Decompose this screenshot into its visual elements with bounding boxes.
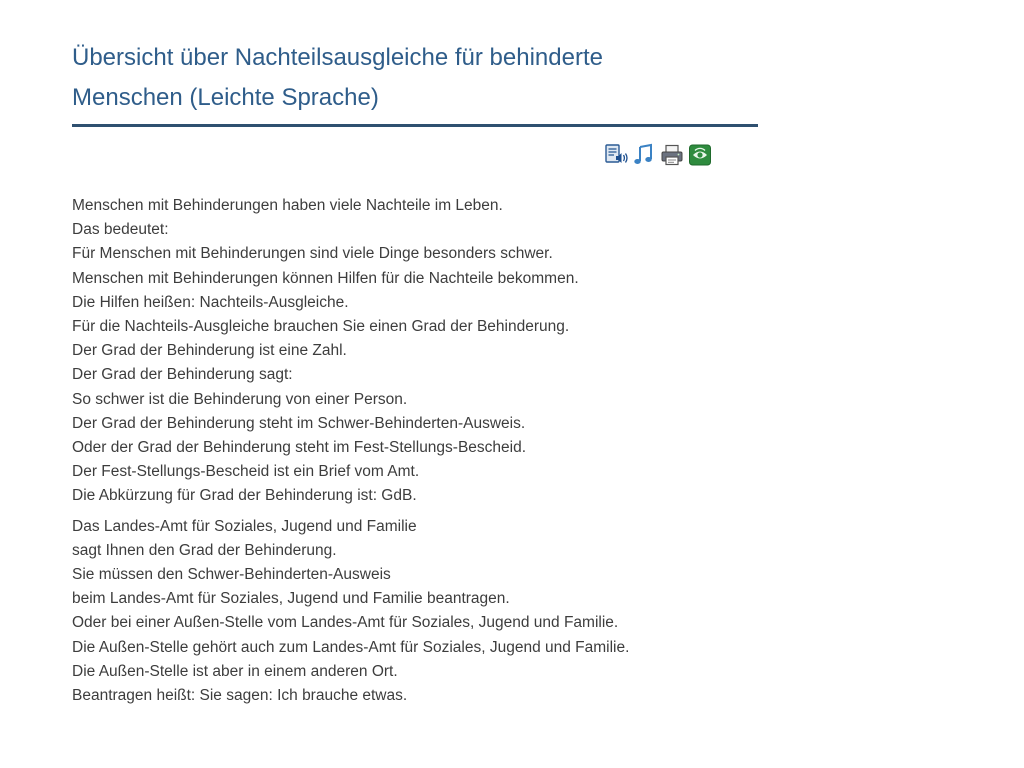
text-line: Für die Nachteils-Ausgleiche brauchen Sie einen Grad der Behinderung. <box>72 318 570 336</box>
text-line: Die Außen-Stelle gehört auch zum Landes-Amt für Soziales, Jugend und Familie. <box>72 638 630 656</box>
easy-language-icon[interactable] <box>688 143 712 167</box>
text-line: So schwer ist die Behinderung von einer Person. <box>72 390 408 408</box>
text-line: Der Grad der Behinderung sagt: <box>72 366 293 384</box>
text-line: beim Landes-Amt für Soziales, Jugend und Familie beantragen. <box>72 590 510 608</box>
text-line: Sie müssen den Schwer-Behinderten-Ausweis <box>72 566 391 584</box>
page-tools-toolbar <box>604 143 712 167</box>
page-header <box>72 38 758 118</box>
text-line: Die Abkürzung für Grad der Behinderung ist: GdB. <box>72 487 417 505</box>
page-title-line-1: Übersicht über Nachteilsausgleiche für behinderte <box>72 44 603 71</box>
text-line: Für Menschen mit Behinderungen sind viele Dinge besonders schwer. <box>72 245 553 263</box>
read-aloud-icon[interactable] <box>604 143 628 167</box>
text-line: sagt Ihnen den Grad der Behinderung. <box>72 541 337 559</box>
text-line: Menschen mit Behinderungen haben viele Nachteile im Leben. <box>72 197 503 214</box>
text-line: Oder bei einer Außen-Stelle vom Landes-Amt für Soziales, Jugend und Familie. <box>72 614 619 632</box>
main-content <box>72 194 792 708</box>
text-line: Menschen mit Behinderungen können Hilfen für die Nachteile bekommen. <box>72 269 579 287</box>
page-title <box>72 38 758 118</box>
text-line: Der Fest-Stellungs-Bescheid ist ein Brief vom Amt. <box>72 463 420 481</box>
text-line: Der Grad der Behinderung ist eine Zahl. <box>72 342 347 360</box>
title-divider <box>72 124 758 127</box>
page-title-line-2: Menschen (Leichte Sprache) <box>72 84 379 111</box>
text-line: Das Landes-Amt für Soziales, Jugend und Familie <box>72 517 417 535</box>
text-line: Oder der Grad der Behinderung steht im Fest-Stellungs-Bescheid. <box>72 439 527 457</box>
text-line: Die Hilfen heißen: Nachteils-Ausgleiche. <box>72 293 349 311</box>
audio-icon[interactable] <box>632 143 656 167</box>
text-line: Der Grad der Behinderung steht im Schwer-Behinderten-Ausweis. <box>72 414 526 432</box>
text-line: Die Außen-Stelle ist aber in einem anderen Ort. <box>72 662 398 680</box>
text-line: Das bedeutet: <box>72 221 169 239</box>
content-paragraph-2 <box>72 515 792 709</box>
content-paragraph-1 <box>72 194 792 509</box>
text-line: Beantragen heißt: Sie sagen: Ich brauche etwas. <box>72 687 408 705</box>
print-icon[interactable] <box>660 143 684 167</box>
